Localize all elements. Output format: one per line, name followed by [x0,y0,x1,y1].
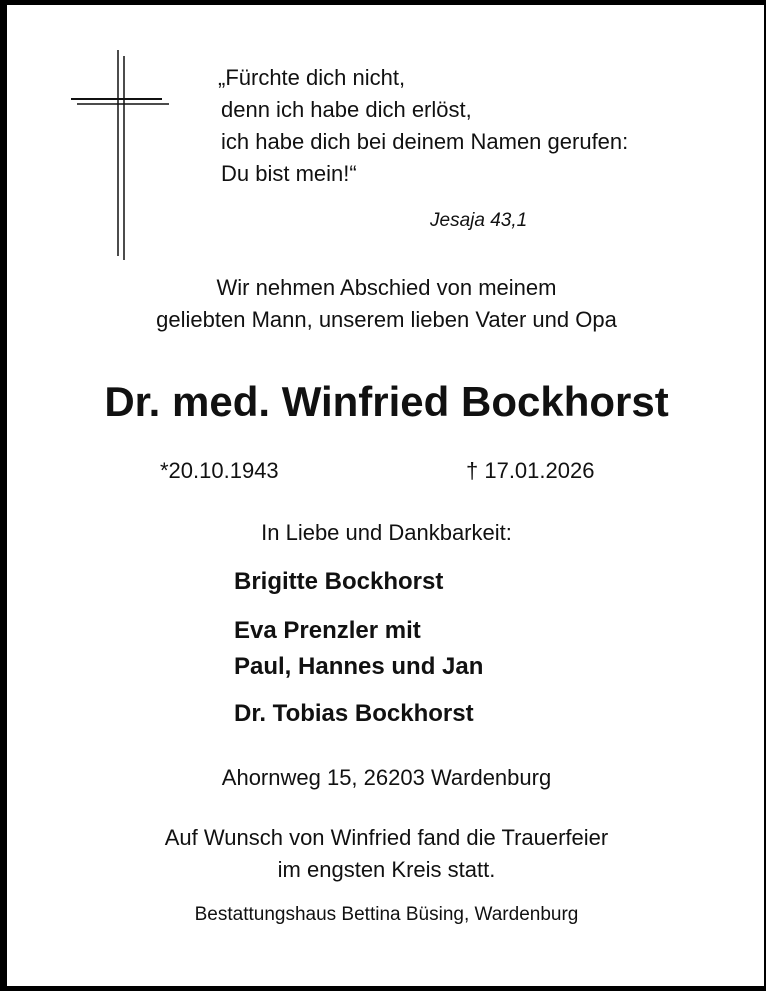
death-date: † 17.01.2026 [466,458,595,483]
ceremony-note [0,822,773,886]
quote-source: Jesaja 43,1 [430,210,528,231]
quote-line: „Fürchte dich nicht, [218,65,406,90]
mourner-name: Paul, Hannes und Jan [234,653,484,680]
mourner-name: Eva Prenzler mit [234,617,421,644]
address: Ahornweg 15, 26203 Wardenburg [221,765,552,790]
mourner-name: Brigitte Bockhorst [234,568,444,595]
mourner-name: Dr. Tobias Bockhorst [234,700,474,727]
intro-line: Wir nehmen Abschied von meinem [216,275,557,300]
intro-line: geliebten Mann, unserem lieben Vater und Opa [156,307,617,332]
quote-line: Du bist mein!“ [221,161,357,186]
deceased-name: Dr. med. Winfried Bockhorst [104,378,669,425]
cross-icon [68,48,172,263]
quote-line: denn ich habe dich erlöst, [221,97,472,122]
note-line: Auf Wunsch von Winfried fand die Trauerfeier [164,825,609,850]
bible-quote [218,62,628,190]
note-line: im engsten Kreis statt. [277,857,496,882]
intro-text [0,272,773,336]
quote-line: ich habe dich bei deinem Namen gerufen: [221,129,629,154]
birth-date: *20.10.1943 [160,458,279,483]
funeral-home: Bestattungshaus Bettina Büsing, Wardenburg [194,904,579,925]
mourners-intro: In Liebe und Dankbarkeit: [261,520,512,545]
